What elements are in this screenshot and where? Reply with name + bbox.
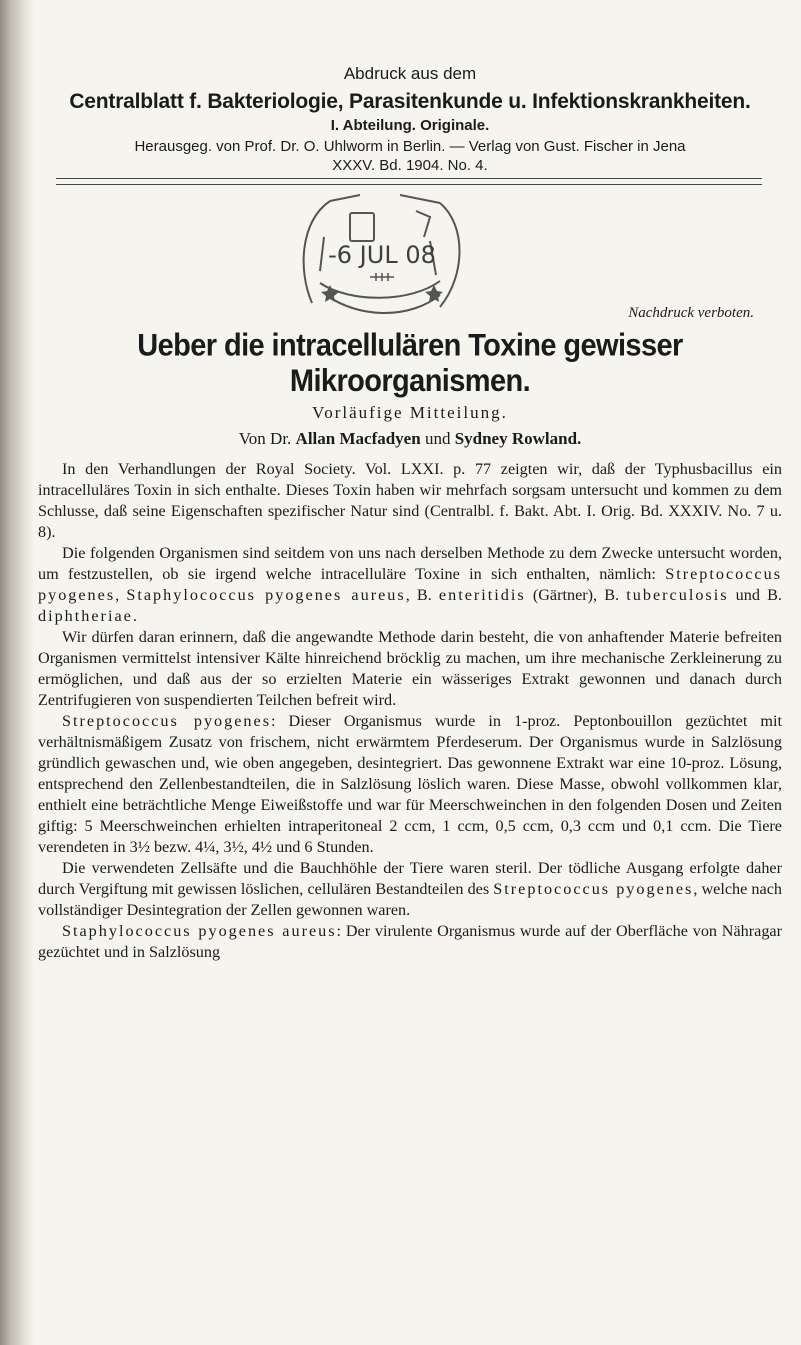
reprint-prohibited-notice: Nachdruck verboten.: [628, 305, 754, 321]
stamp-date: -6 JUL 08: [328, 241, 436, 269]
journal-section: I. Abteilung. Originale.: [330, 117, 490, 134]
author-rowland: Sydney Rowland.: [454, 429, 582, 448]
article-body: [38, 459, 782, 963]
author-macfadyen: Allan Macfadyen: [295, 429, 421, 448]
organism-staphylococcus: Staphylococcus pyogenes aureus: [126, 586, 406, 604]
page-edge-shadow: [0, 0, 34, 1345]
library-stamp-icon: [290, 191, 474, 321]
article-title: Ueber die intracellulären Toxine gewisser Mikroorganismen.: [137, 328, 683, 399]
paragraph-4: [38, 711, 782, 858]
paragraph-1: In den Verhandlungen der Royal Society. Vol. LXXI. p. 77 zeigten wir, daß der Typhusbacillus ein intracelluläres Toxin in sich enthalte. Dieses Toxin haben wir mehrfach sorgsam untersucht und kommen zu dem Schlusse, daß seine Eigenschaften spezifischer Natur sind (Centralbl. f. Bakt. Abt. I. Orig. Bd. XXXIV. No. 7 u. 8).: [38, 460, 782, 541]
authors-and: und: [424, 429, 451, 448]
organism-tuberculosis: tuberculosis: [626, 586, 729, 604]
organism-streptococcus: Streptococcus pyogenes: [38, 565, 782, 604]
organism-enteritidis: enteritidis: [438, 586, 526, 604]
header-rule: [56, 178, 762, 185]
p2-text: Die folgenden Organismen sind seitdem von uns nach derselben Methode zu dem Zwecke untersucht worden, um festzustellen, ob sie irgend welche intracelluläre Toxine in sich enthalten, nämlich:: [38, 544, 782, 583]
p2-sep: (Gärtner), B.: [525, 586, 627, 604]
paragraph-5: [38, 858, 782, 921]
authors-prefix: Von Dr.: [238, 429, 292, 448]
paragraph-3: Wir dürfen daran erinnern, daß die angewandte Methode darin besteht, die von anhaftender Materie befreiten Organismen vermittelst intensiver Kälte hinreichend bröcklig zu machen, um ihre mechanische Zerkleinerung zu ermöglichen, und daß aus der so erzielten Materie ein wässeriges Extrakt gewonnen und danach durch Zentrifugieren von suspendierten Teilchen befreit wird.: [38, 628, 782, 709]
p2-end: .: [132, 607, 137, 625]
organism-streptococcus-2: Streptococcus pyogenes: [493, 880, 694, 898]
reprint-notice: Abdruck aus dem: [343, 64, 477, 83]
document-page: [38, 0, 782, 1345]
p6-text: : Der virulente Organismus wurde auf der Oberfläche von Nähragar gezüchtet und in Salzlösung: [38, 922, 782, 961]
p2-sep: , B.: [405, 586, 439, 604]
p4-text: : Dieser Organismus wurde in 1-proz. Peptonbouillon gezüchtet mit verhältnismäßigem Zusatz von frischem, nicht erwärmtem Pferdeserum. Der Organismus wurde in Salzlösung gründlich gewaschen und, wie oben angegeben, desintegriert. Das gewonnene Extrakt war eine 10-proz. Lösung, entsprechend den Zellenbestandteilen, die in Salzlösung löslich waren. Diese Masse, obwohl vollkommen klar, enthielt eine beträchtliche Menge Eiweißstoffe und war für Meerschweinchen in den folgenden Dosen und Zeiten giftig: 5 Meerschweinchen erhielten intraperitoneal 2 ccm, 1 ccm, 0,5 ccm, 0,3 ccm und 0,1 ccm. Die Tiere verendeten in 3½ bezw. 4¼, 3½, 4½ und 6 Stunden.: [38, 712, 782, 856]
article-subtitle: Vorläufige Mitteilung.: [312, 403, 508, 422]
article-authors: [38, 429, 782, 449]
journal-title: Centralblatt f. Bakteriologie, Parasitenkunde u. Infektionskrankheiten.: [69, 90, 751, 113]
p2-sep: ,: [115, 586, 127, 604]
section-lead-staphylococcus: Staphylococcus pyogenes aureus: [62, 922, 337, 940]
editor-publisher-line: Herausgeg. von Prof. Dr. O. Uhlworm in Berlin. — Verlag von Gust. Fischer in Jena: [134, 138, 686, 155]
stamp-row: [38, 185, 782, 331]
volume-line: XXXV. Bd. 1904. No. 4.: [332, 157, 488, 174]
paragraph-6: [38, 921, 782, 963]
paragraph-2: [38, 543, 782, 627]
p2-sep: und B.: [728, 586, 782, 604]
p5-text-end: , welche nach vollständiger Desintegration der Zellen gewonnen waren.: [38, 880, 782, 919]
p5-text: Die verwendeten Zellsäfte und die Bauchhöhle der Tiere waren steril. Der tödliche Ausgang erfolgte daher durch Vergiftung mit gewissen löslichen, cellulären Bestandteilen des: [38, 859, 782, 898]
organism-diphtheriae: diphtheriae: [38, 607, 133, 625]
section-lead-streptococcus: Streptococcus pyogenes: [62, 712, 271, 730]
